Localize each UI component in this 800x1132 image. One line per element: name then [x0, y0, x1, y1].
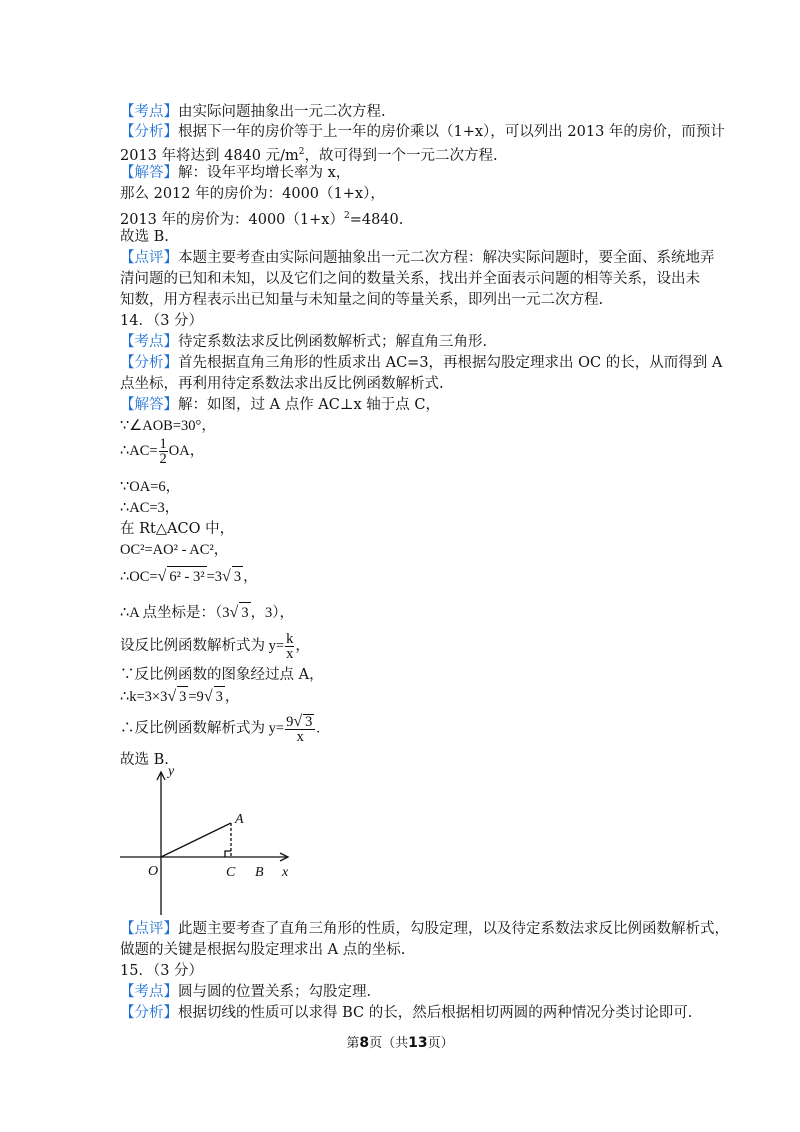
- q14-step-final-pre: ∴反比例函数解析式为 y=: [120, 720, 285, 737]
- q14-step-pass: ∵反比例函数的图象经过点 A，: [120, 667, 324, 683]
- q13-jieda-line-1: [120, 163, 350, 183]
- tag-fenxi: 【分析】: [120, 124, 178, 140]
- q14-step-k-mid: =9: [188, 689, 204, 705]
- tag-jieda: 【解答】: [120, 397, 178, 413]
- sqrt-radicand: 3: [239, 602, 250, 623]
- q14-step-coord-post: ，3），: [250, 605, 295, 621]
- q14-step-ac3: ∴AC=3，: [120, 500, 180, 516]
- sqrt-sign: √: [229, 604, 239, 621]
- q13-dianping-text-1: 本题主要考查由实际问题抽象出一元二次方程：解决实际问题时，要全面、系统地弄: [178, 250, 715, 266]
- sqrt-radicand: 3: [232, 566, 243, 587]
- sqrt-sign: √: [167, 688, 177, 705]
- q14-step-final-post: .: [316, 720, 320, 737]
- footer-pre: 第: [346, 1036, 360, 1051]
- label-a: A: [235, 812, 244, 827]
- q15-fenxi-text: 根据切线的性质可以求得 BC 的长，然后根据相切两圆的两种情况分类讨论即可.: [178, 1005, 693, 1021]
- q14-step-coord: [120, 602, 294, 623]
- q14-jieda-text-1: 解：如图，过 A 点作 AC⊥x 轴于点 C，: [178, 397, 440, 413]
- q14-jieda-line-1: [120, 395, 440, 415]
- tag-fenxi: 【分析】: [120, 355, 178, 371]
- label-x: x: [282, 865, 289, 880]
- fraction-denominator: x: [286, 646, 294, 662]
- tag-dianping: 【点评】: [120, 921, 178, 937]
- q14-step-final: [120, 714, 320, 744]
- segment-oa: [161, 823, 231, 857]
- sqrt-sign: √: [157, 568, 167, 585]
- q13-jieda-text-3a: 2013 年的房价为：4000（1+x）: [120, 211, 344, 228]
- q14-step-set: [120, 632, 310, 661]
- sqrt-radicand: 3: [177, 686, 188, 707]
- q13-dianping-line-3: 知数，用方程表示出已知量与未知量之间的等量关系，即列出一元二次方程.: [120, 292, 604, 308]
- fraction-numerator: [285, 714, 315, 730]
- q14-fenxi-line-2: 点坐标，再利用待定系数法求出反比例函数解析式.: [120, 376, 444, 392]
- numerator-coefficient: 9: [286, 714, 294, 730]
- label-y: y: [168, 764, 175, 779]
- q14-step-oa: ∵OA=6，: [120, 479, 181, 495]
- fraction: [285, 632, 294, 661]
- q14-dianping-line-2: 做题的关键是根据勾股定理求出 A 点的坐标.: [120, 942, 406, 958]
- q14-step-angle: ∵∠AOB=30°，: [120, 418, 216, 434]
- q14-step-coord-pre: ∴A 点坐标是：（3: [120, 605, 230, 621]
- q13-jieda-line-2: 那么 2012 年的房价为：4000（1+x），: [120, 186, 385, 202]
- page-footer: [0, 1032, 800, 1051]
- page-total: 13: [408, 1035, 428, 1051]
- q14-step-oc: [120, 566, 258, 587]
- q15-header: 15．（3 分）: [120, 963, 204, 979]
- coordinate-figure: [110, 760, 310, 920]
- q14-step-oc-post: ，: [243, 569, 258, 585]
- q13-fenxi-text-2b: ，故可得到一个一元二次方程.: [304, 147, 498, 164]
- sqrt-radicand: 3: [305, 714, 313, 730]
- fraction: [285, 714, 315, 744]
- tag-kaodian: 【考点】: [120, 984, 178, 1000]
- q14-kaodian-text: 待定系数法求反比例函数解析式；解直角三角形.: [178, 334, 488, 350]
- q14-kaodian-line: [120, 332, 487, 352]
- sqrt-sign: √: [203, 688, 213, 705]
- label-o: O: [148, 864, 159, 879]
- fraction-numerator: 1: [159, 436, 167, 452]
- q14-step-oc-mid: =3: [206, 569, 223, 585]
- label-c: C: [226, 865, 236, 880]
- q13-fenxi-text-1: 根据下一年的房价等于上一年的房价乘以（1+x），可以列出 2013 年的房价，而预计: [178, 124, 725, 140]
- q14-step-ac-pre: ∴AC=: [120, 442, 158, 459]
- page-number: 8: [359, 1035, 370, 1051]
- q14-step-set-post: ，: [295, 637, 310, 654]
- q13-fenxi-text-2a: 2013 年将达到 4840 元/m: [120, 147, 299, 164]
- q13-kaodian-text: 由实际问题抽象出一元二次方程.: [178, 104, 386, 120]
- tag-kaodian: 【考点】: [120, 104, 178, 120]
- right-angle-mark: [225, 851, 231, 857]
- label-b: B: [255, 865, 264, 880]
- q14-dianping-text-1: 此题主要考查了直角三角形的性质，勾股定理，以及待定系数法求反比例函数解析式，: [178, 921, 729, 937]
- q14-step-oc2: OC²=AO² - AC²，: [120, 542, 229, 558]
- q15-fenxi-line: [120, 1003, 692, 1023]
- q13-fenxi-line-1: [120, 122, 725, 142]
- q14-step-oc-pre: ∴OC=: [120, 569, 158, 585]
- q14-step-k-post: ，: [224, 689, 240, 705]
- sqrt-radicand: 6² - 3²: [167, 566, 206, 587]
- q13-jieda-text-3b: =4840.: [349, 211, 404, 228]
- tag-fenxi: 【分析】: [120, 1005, 178, 1021]
- q15-kaodian-line: [120, 982, 371, 1002]
- footer-mid: 页（共: [369, 1036, 409, 1051]
- q13-conclusion: 故选 B.: [120, 229, 169, 245]
- q13-dianping-line-2: 清问题的已知和未知，以及它们之间的数量关系，找出并全面表示问题的相等关系，设出未: [120, 271, 700, 287]
- q14-conclusion: 故选 B.: [120, 752, 169, 768]
- fraction-denominator: x: [296, 729, 304, 745]
- tag-dianping: 【点评】: [120, 250, 178, 266]
- q13-dianping-line-1: [120, 248, 715, 268]
- sqrt-radicand: 3: [214, 686, 225, 707]
- q14-fenxi-text-1: 首先根据直角三角形的性质求出 AC=3，再根据勾股定理求出 OC 的长，从而得到 A: [178, 355, 723, 371]
- q13-jieda-text-1: 解：设年平均增长率为 x，: [178, 165, 351, 181]
- fraction-numerator: k: [286, 631, 294, 647]
- q14-dianping-line-1: [120, 919, 729, 939]
- q15-kaodian-text: 圆与圆的位置关系；勾股定理.: [178, 984, 372, 1000]
- q14-step-rt: 在 Rt△ACO 中，: [120, 521, 235, 537]
- fraction-denominator: 2: [159, 451, 167, 467]
- q14-header: 14．（3 分）: [120, 313, 204, 329]
- q14-fenxi-line-1: [120, 353, 722, 373]
- fraction: [159, 437, 168, 466]
- sqrt-sign: √: [222, 568, 231, 585]
- tag-kaodian: 【考点】: [120, 334, 178, 350]
- q14-step-k-pre: ∴k=3×3: [120, 689, 168, 705]
- sqrt-sign: √: [293, 713, 303, 730]
- superscript: 2: [298, 147, 305, 157]
- superscript: 2: [343, 211, 350, 221]
- q14-step-ac-post: OA，: [168, 442, 205, 459]
- q13-kaodian-line: [120, 102, 386, 122]
- q14-step-k: [120, 686, 239, 707]
- q14-step-set-pre: 设反比例函数解析式为 y=: [120, 637, 285, 654]
- tag-jieda: 【解答】: [120, 165, 178, 181]
- footer-post: 页）: [427, 1036, 454, 1051]
- q14-step-ac: [120, 437, 204, 466]
